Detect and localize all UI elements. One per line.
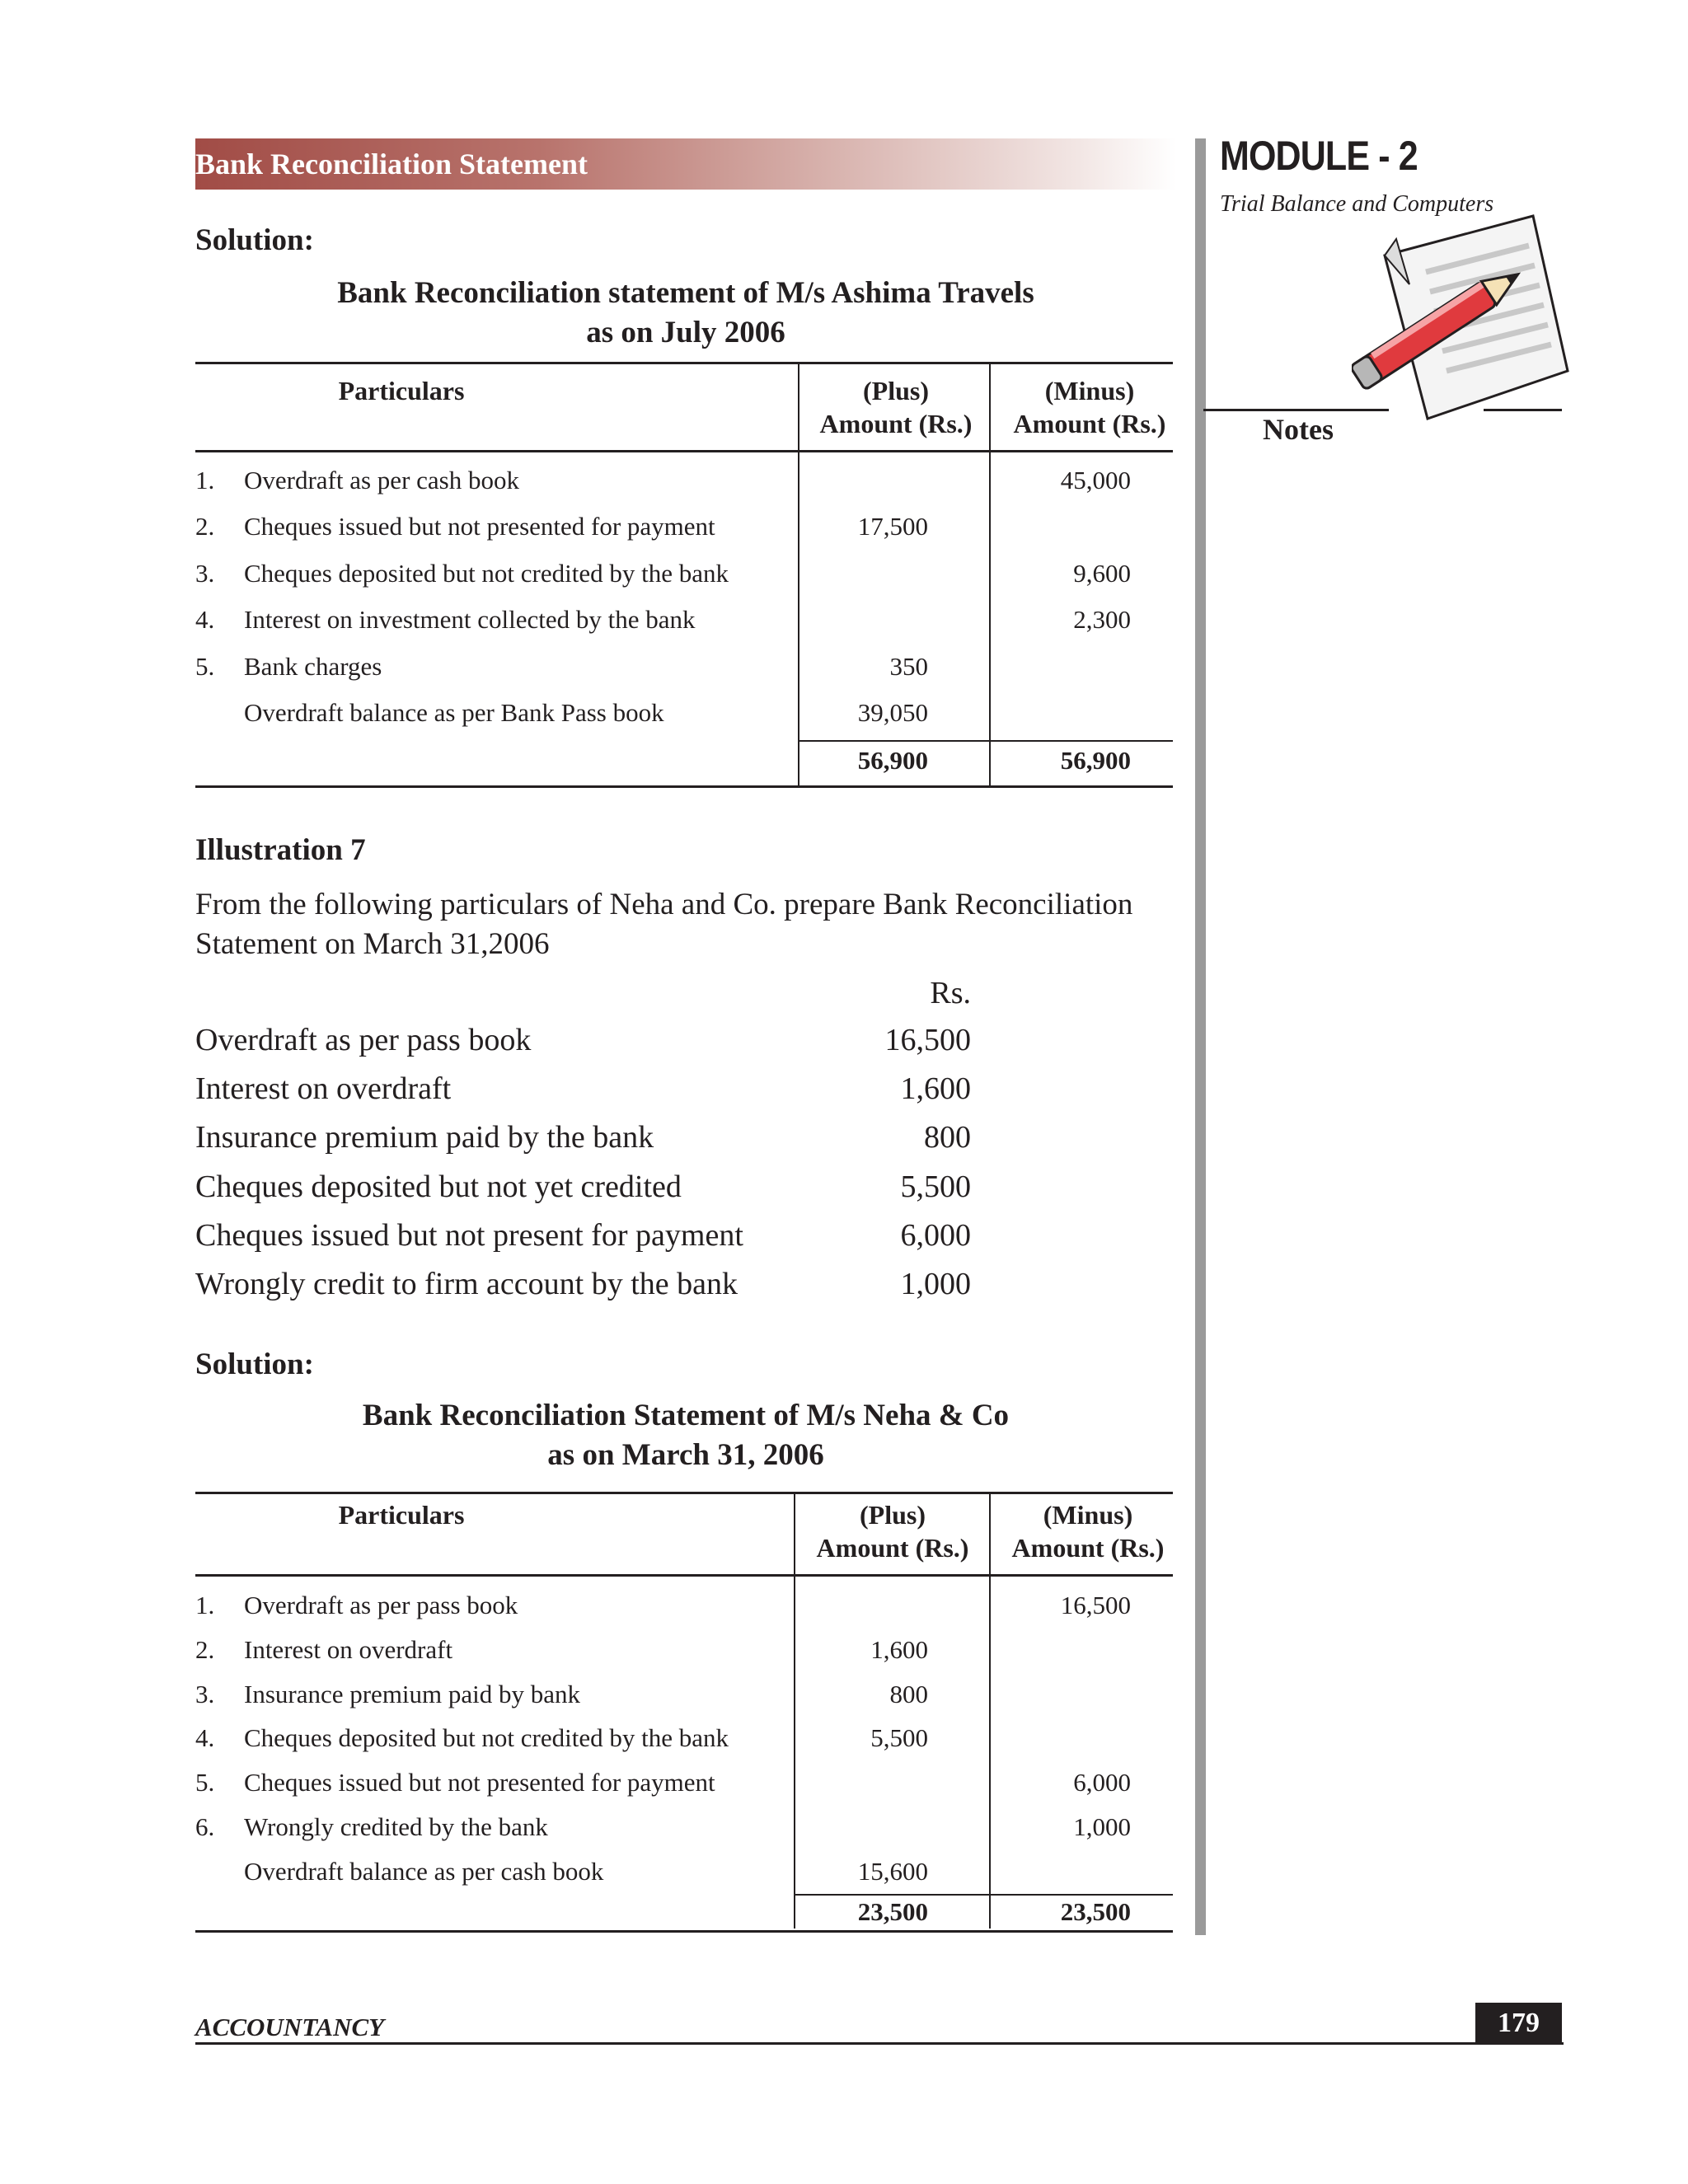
table-2-row-minus-amount: 16,500 xyxy=(1060,1591,1131,1619)
illustration-item-value: 6,000 xyxy=(900,1217,971,1253)
illustration-item-value: 800 xyxy=(924,1120,971,1155)
table-2-row-particulars: Wrongly credited by the bank xyxy=(244,1812,548,1841)
table-1-header-minus-line2: Amount (Rs.) xyxy=(1013,409,1166,438)
illustration-item-value: 16,500 xyxy=(884,1023,971,1057)
table-1-header-rule xyxy=(195,450,1173,452)
table-2-row-particulars: Overdraft balance as per cash book xyxy=(244,1856,604,1886)
table-1-row-number: 1. xyxy=(195,466,215,494)
table-2-top-rule xyxy=(195,1492,1173,1494)
illustration-item-label: Insurance premium paid by the bank xyxy=(195,1120,654,1155)
table-2-total-plus: 23,500 xyxy=(857,1897,928,1926)
notes-label: Notes xyxy=(1263,413,1334,446)
illustration-item-label: Cheques deposited but not yet credited xyxy=(195,1169,682,1204)
table-2-total-minus: 23,500 xyxy=(1060,1897,1131,1926)
table-1-header-plus-line1: (Plus) xyxy=(863,376,929,405)
page-header-title: Bank Reconciliation Statement xyxy=(195,148,588,180)
notes-rule-right xyxy=(1484,409,1562,411)
table-2-header-minus-line1: (Minus) xyxy=(1043,1500,1133,1530)
table-2-row-particulars: Overdraft as per pass book xyxy=(244,1591,518,1619)
table-2-row-plus-amount: 1,600 xyxy=(870,1634,928,1664)
table-1-header-minus-line1: (Minus) xyxy=(1044,376,1135,405)
table-1-row-number: 4. xyxy=(195,605,215,635)
table-2-header-plus xyxy=(795,1498,990,1564)
illustration-item-value: 5,500 xyxy=(900,1169,971,1204)
table-1-row-particulars: Overdraft balance as per Bank Pass book xyxy=(244,698,664,727)
statement-1-title-line2: as on July 2006 xyxy=(586,316,785,349)
table-2-col-divider-2 xyxy=(989,1492,991,1929)
table-2-bottom-rule xyxy=(195,1930,1173,1933)
table-2-row-number: 4. xyxy=(195,1723,215,1753)
table-2-row-number: 5. xyxy=(195,1768,215,1797)
table-2-header-particulars: Particulars xyxy=(338,1500,465,1530)
illustration-item-label: Wrongly credit to firm account by the bank xyxy=(195,1267,738,1301)
sidebar-divider xyxy=(1195,138,1206,1935)
footer-rule xyxy=(195,2042,1564,2045)
illustration-heading: Illustration 7 xyxy=(195,833,366,867)
table-1-header-plus-line2: Amount (Rs.) xyxy=(819,409,973,438)
table-2-row-plus-amount: 5,500 xyxy=(870,1723,928,1753)
illustration-currency-label: Rs. xyxy=(930,976,971,1010)
table-2-header-plus-line2: Amount (Rs.) xyxy=(816,1533,969,1563)
illustration-item-value: 1,000 xyxy=(900,1267,971,1301)
statement-2-title-line2: as on March 31, 2006 xyxy=(547,1438,824,1472)
solution-1-label: Solution: xyxy=(195,223,314,257)
statement-1-title-line1: Bank Reconciliation statement of M/s Ashima Travels xyxy=(337,276,1034,310)
illustration-item-label: Interest on overdraft xyxy=(195,1071,452,1107)
illustration-item-label: Cheques issued but not present for payment xyxy=(195,1217,743,1253)
table-1-total-plus: 56,900 xyxy=(857,746,928,775)
table-1-row-particulars: Interest on investment collected by the bank xyxy=(244,605,696,635)
module-subtitle: Trial Balance and Computers xyxy=(1220,191,1494,217)
table-1-top-rule xyxy=(195,362,1173,364)
illustration-intro-line2: Statement on March 31,2006 xyxy=(195,927,550,961)
table-1-header-minus xyxy=(992,374,1187,440)
table-2-row-plus-amount: 800 xyxy=(889,1679,928,1708)
table-2-row-number: 2. xyxy=(195,1634,215,1664)
table-2-header-plus-line1: (Plus) xyxy=(860,1500,926,1530)
table-1-row-particulars: Cheques issued but not presented for payment xyxy=(244,512,715,541)
table-1-bottom-rule xyxy=(195,785,1173,788)
table-2-row-plus-amount: 15,600 xyxy=(857,1856,928,1886)
table-2-row-number: 1. xyxy=(195,1591,215,1619)
table-1-row-particulars: Cheques deposited but not credited by the bank xyxy=(244,558,729,588)
table-2-header-rule xyxy=(195,1574,1173,1577)
solution-2-label: Solution: xyxy=(195,1347,314,1381)
notes-rule-left xyxy=(1203,409,1389,411)
table-1-row-number: 5. xyxy=(195,651,215,681)
table-2-header-minus xyxy=(991,1498,1185,1564)
table-2-row-particulars: Cheques deposited but not credited by the bank xyxy=(244,1723,729,1753)
table-1-total-rule xyxy=(798,740,1173,742)
table-2-row-particulars: Insurance premium paid by bank xyxy=(244,1679,581,1708)
module-title: MODULE - 2 xyxy=(1220,133,1418,179)
table-1-row-minus-amount: 9,600 xyxy=(1073,558,1131,588)
table-1-row-number: 2. xyxy=(195,512,215,541)
table-2-header-minus-line2: Amount (Rs.) xyxy=(1011,1533,1165,1563)
table-2-row-minus-amount: 6,000 xyxy=(1073,1768,1131,1797)
statement-2-title-line1: Bank Reconciliation Statement of M/s Neha & Co xyxy=(362,1399,1010,1432)
table-1-row-minus-amount: 45,000 xyxy=(1060,466,1131,494)
table-1-header-plus xyxy=(799,374,992,440)
table-2-row-particulars: Interest on overdraft xyxy=(244,1634,453,1664)
table-1-row-plus-amount: 17,500 xyxy=(857,512,928,541)
table-1-total-minus: 56,900 xyxy=(1060,746,1131,775)
table-1-header-particulars: Particulars xyxy=(338,376,465,405)
table-2-row-number: 6. xyxy=(195,1812,215,1841)
table-1-row-particulars: Bank charges xyxy=(244,651,382,681)
table-2-row-minus-amount: 1,000 xyxy=(1073,1812,1131,1841)
illustration-item-value: 1,600 xyxy=(900,1071,971,1107)
table-1-row-particulars: Overdraft as per cash book xyxy=(244,466,519,494)
footer-label: ACCOUNTANCY xyxy=(195,2013,385,2041)
illustration-intro-line1: From the following particulars of Neha and Co. prepare Bank Reconciliation xyxy=(195,888,1133,921)
table-1-row-plus-amount: 39,050 xyxy=(857,698,928,727)
illustration-item-label: Overdraft as per pass book xyxy=(195,1023,532,1057)
table-2-row-particulars: Cheques issued but not presented for payment xyxy=(244,1768,715,1797)
table-1-row-number: 3. xyxy=(195,558,215,588)
table-2-row-number: 3. xyxy=(195,1679,215,1708)
page-number: 179 xyxy=(1498,2008,1540,2038)
table-2-total-rule xyxy=(794,1894,1173,1896)
table-1-row-minus-amount: 2,300 xyxy=(1073,605,1131,635)
table-1-row-plus-amount: 350 xyxy=(889,651,928,681)
